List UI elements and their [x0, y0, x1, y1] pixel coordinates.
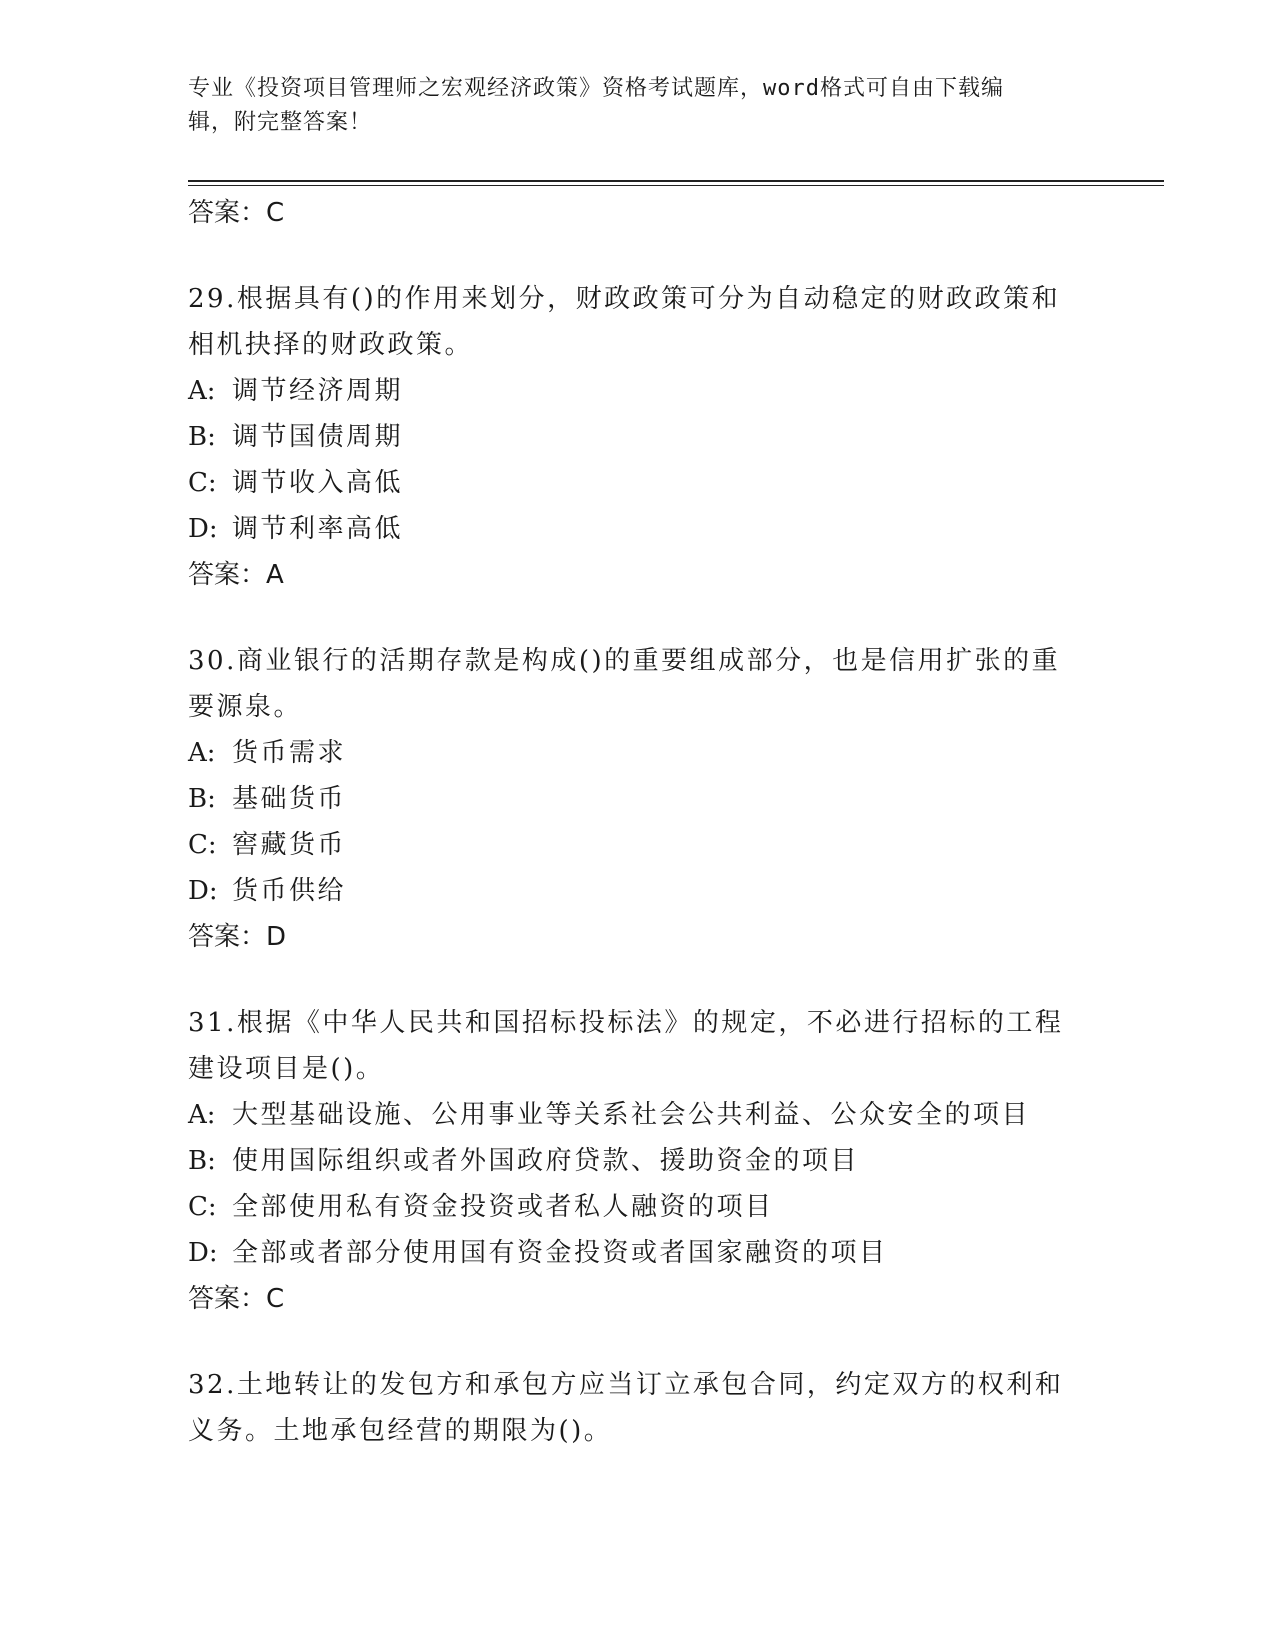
option-key: D:	[188, 876, 218, 906]
option-c	[188, 460, 1088, 506]
option-text: 全部使用私有资金投资或者私人融资的项目	[232, 1192, 774, 1222]
option-text: 使用国际组织或者外国政府贷款、援助资金的项目	[232, 1146, 860, 1176]
option-key: D:	[188, 514, 218, 544]
answer-line: 答案：C	[188, 198, 285, 228]
option-c	[188, 822, 1088, 868]
question-block	[188, 1362, 1088, 1454]
option-text: 基础货币	[232, 784, 347, 814]
header-divider-thin	[188, 185, 1164, 186]
header-divider-thick	[188, 180, 1164, 182]
answer-line: 答案：C	[188, 1284, 285, 1314]
option-text: 货币供给	[232, 876, 347, 906]
answer-line: 答案：D	[188, 922, 287, 952]
option-key: B:	[188, 784, 216, 814]
answer-line: 答案：A	[188, 560, 284, 590]
option-text: 调节经济周期	[232, 376, 404, 406]
question-text: 30.商业银行的活期存款是构成()的重要组成部分，也是信用扩张的重要源泉。	[188, 646, 1061, 722]
option-text: 窖藏货币	[232, 830, 347, 860]
option-text: 全部或者部分使用国有资金投资或者国家融资的项目	[232, 1238, 888, 1268]
header-line-2: 辑，附完整答案！	[188, 110, 373, 135]
option-a	[188, 368, 1088, 414]
header-line-1: 专业《投资项目管理师之宏观经济政策》资格考试题库，word格式可自由下载编	[188, 76, 1004, 101]
option-key: D:	[188, 1238, 218, 1268]
question-text: 29.根据具有()的作用来划分，财政政策可分为自动稳定的财政政策和相机抉择的财政政策。	[188, 284, 1061, 360]
document-content	[188, 190, 1088, 1454]
question-block	[188, 1000, 1088, 1322]
option-text: 货币需求	[232, 738, 347, 768]
option-key: A:	[188, 376, 216, 406]
option-c	[188, 1184, 1088, 1230]
option-text: 调节国债周期	[232, 422, 404, 452]
question-block	[188, 276, 1088, 598]
option-d	[188, 868, 1088, 914]
option-key: C:	[188, 1192, 217, 1222]
option-b	[188, 776, 1088, 822]
option-b	[188, 1138, 1088, 1184]
option-d	[188, 506, 1088, 552]
option-key: C:	[188, 468, 217, 498]
option-b	[188, 414, 1088, 460]
question-text: 32.土地转让的发包方和承包方应当订立承包合同，约定双方的权利和义务。土地承包经营的期限为()。	[188, 1370, 1064, 1446]
document-header	[188, 72, 1088, 140]
question-text: 31.根据《中华人民共和国招标投标法》的规定，不必进行招标的工程建设项目是()。	[188, 1008, 1064, 1084]
option-text: 大型基础设施、公用事业等关系社会公共利益、公众安全的项目	[232, 1100, 1031, 1130]
option-text: 调节收入高低	[232, 468, 404, 498]
question-block	[188, 638, 1088, 960]
option-key: B:	[188, 1146, 216, 1176]
option-a	[188, 1092, 1088, 1138]
option-key: A:	[188, 1100, 216, 1130]
option-d	[188, 1230, 1088, 1276]
option-a	[188, 730, 1088, 776]
option-key: B:	[188, 422, 216, 452]
option-text: 调节利率高低	[232, 514, 404, 544]
option-key: C:	[188, 830, 217, 860]
option-key: A:	[188, 738, 216, 768]
